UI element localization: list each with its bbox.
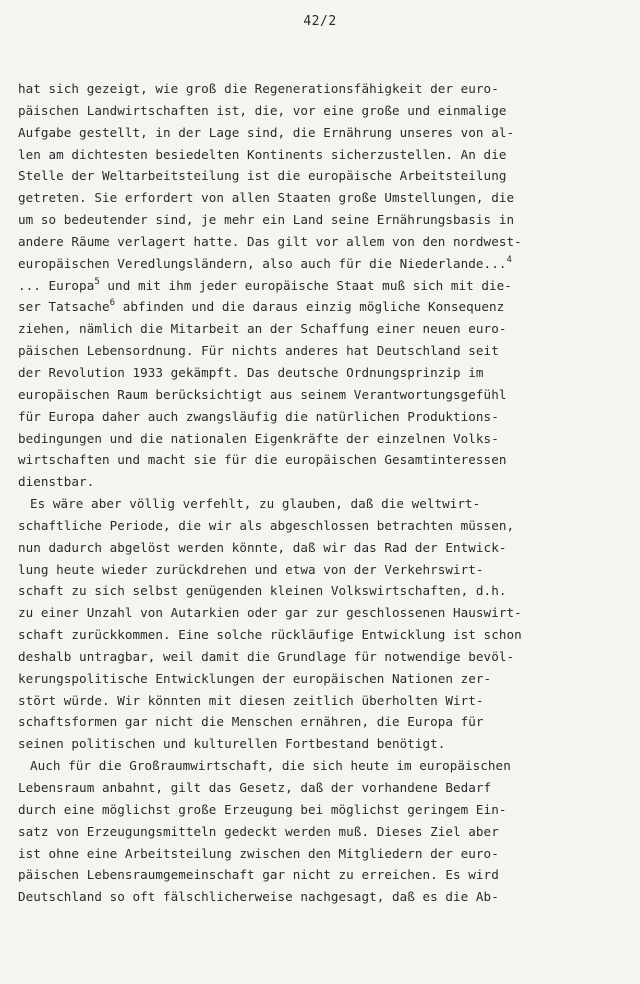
text-line: Deutschland so oft fälschlicherweise nachgesagt, daß es die Ab- <box>18 889 499 905</box>
text-line: dienstbar. <box>18 474 95 490</box>
body-text <box>18 78 624 908</box>
text-line: ziehen, nämlich die Mitarbeit an der Schaffung einer neuen euro- <box>18 321 507 337</box>
text-line: schaftsformen gar nicht die Menschen ernähren, die Europa für <box>18 714 484 730</box>
text-line: Lebensraum anbahnt, gilt das Gesetz, daß der vorhandene Bedarf <box>18 780 492 795</box>
footnote-marker: 6 <box>109 298 116 309</box>
page-number: 42/2 <box>303 14 337 29</box>
text-line: zu einer Unzahl von Autarkien oder gar zur geschlossenen Hauswirt- <box>18 605 522 621</box>
text-line: für Europa daher auch zwangsläufig die natürlichen Produktions- <box>18 408 499 424</box>
text-line: lung heute wieder zurückdrehen und etwa von der Verkehrswirt- <box>18 561 484 577</box>
text-line: andere Räume verlagert hatte. Das gilt vor allem von den nordwest- <box>18 233 522 249</box>
text-line: Aufgabe gestellt, in der Lage sind, die Ernährung unseres von al- <box>18 124 515 140</box>
text-line: päischen Lebensordnung. Für nichts anderes hat Deutschland seit <box>18 343 499 359</box>
footnote-marker: 4 <box>506 254 512 265</box>
text-line: päischen Landwirtschaften ist, die, vor eine große und einmalige <box>18 102 507 118</box>
text-line: satz von Erzeugungsmitteln gedeckt werden muß. Dieses Ziel aber <box>18 823 499 839</box>
text-line: Es wäre aber völlig verfehlt, zu glauben, daß die weltwirt- <box>30 496 481 512</box>
text-line: wirtschaften und macht sie für die europäischen Gesamtinteressen <box>18 452 507 468</box>
text-line: Auch für die Großraumwirtschaft, die sich heute im europäischen <box>30 758 511 774</box>
text-line: Stelle der Weltarbeitsteilung ist die europäische Arbeitsteilung <box>18 168 507 184</box>
text-line: schaft zurückkommen. Eine solche rückläufige Entwicklung ist schon <box>18 627 522 643</box>
footnote-marker: 5 <box>94 276 100 287</box>
text-line: seinen politischen und kulturellen Fortbestand benötigt. <box>18 736 446 752</box>
text-line: um so bedeutender sind, je mehr ein Land seine Ernährungsbasis in <box>18 212 515 228</box>
text-line: kerungspolitische Entwicklungen der europäischen Nationen zer- <box>18 670 492 686</box>
text-line: nun dadurch abgelöst werden könnte, daß wir das Rad der Entwick- <box>18 539 507 555</box>
text-line: bedingungen und die nationalen Eigenkräfte der einzelnen Volks- <box>18 430 499 446</box>
text-line: schaftliche Periode, die wir als abgeschlossen betrachten müssen, <box>18 517 515 533</box>
text-line: ... Europa$^5$ und mit ihm jeder europäische Staat muß sich mit die- <box>18 276 512 293</box>
text-line: hat sich gezeigt, wie groß die Regenerationsfähigkeit der euro- <box>18 81 499 96</box>
text-line: europäischen Raum berücksichtigt aus seinem Verantwortungsgefühl <box>18 386 507 402</box>
text-line: stört würde. Wir könnten mit diesen zeitlich überholten Wirt- <box>18 692 484 708</box>
text-line: der Revolution 1933 gekämpft. Das deutsche Ordnungsprinzip im <box>18 364 484 380</box>
text-line: schaft zu sich selbst genügenden kleinen Volkswirtschaften, d.h. <box>18 583 507 599</box>
text-line: ser Tatsache$^6$ abfinden und die daraus einzig mögliche Konsequenz <box>18 298 505 315</box>
text-line: europäischen Veredlungsländern, also auch für die Niederlande...$^4$ <box>18 254 512 271</box>
text-line: deshalb untragbar, weil damit die Grundlage für notwendige bevöl- <box>18 648 515 664</box>
text-line: getreten. Sie erfordert von allen Staaten große Umstellungen, die <box>18 190 515 206</box>
text-line: durch eine möglichst große Erzeugung bei möglichst geringem Ein- <box>18 801 507 817</box>
text-line: len am dichtesten besiedelten Kontinents sicherzustellen. An die <box>18 146 507 162</box>
text-line: päischen Lebensraumgemeinschaft gar nicht zu erreichen. Es wird <box>18 867 499 883</box>
text-line: ist ohne eine Arbeitsteilung zwischen den Mitgliedern der euro- <box>18 845 499 861</box>
